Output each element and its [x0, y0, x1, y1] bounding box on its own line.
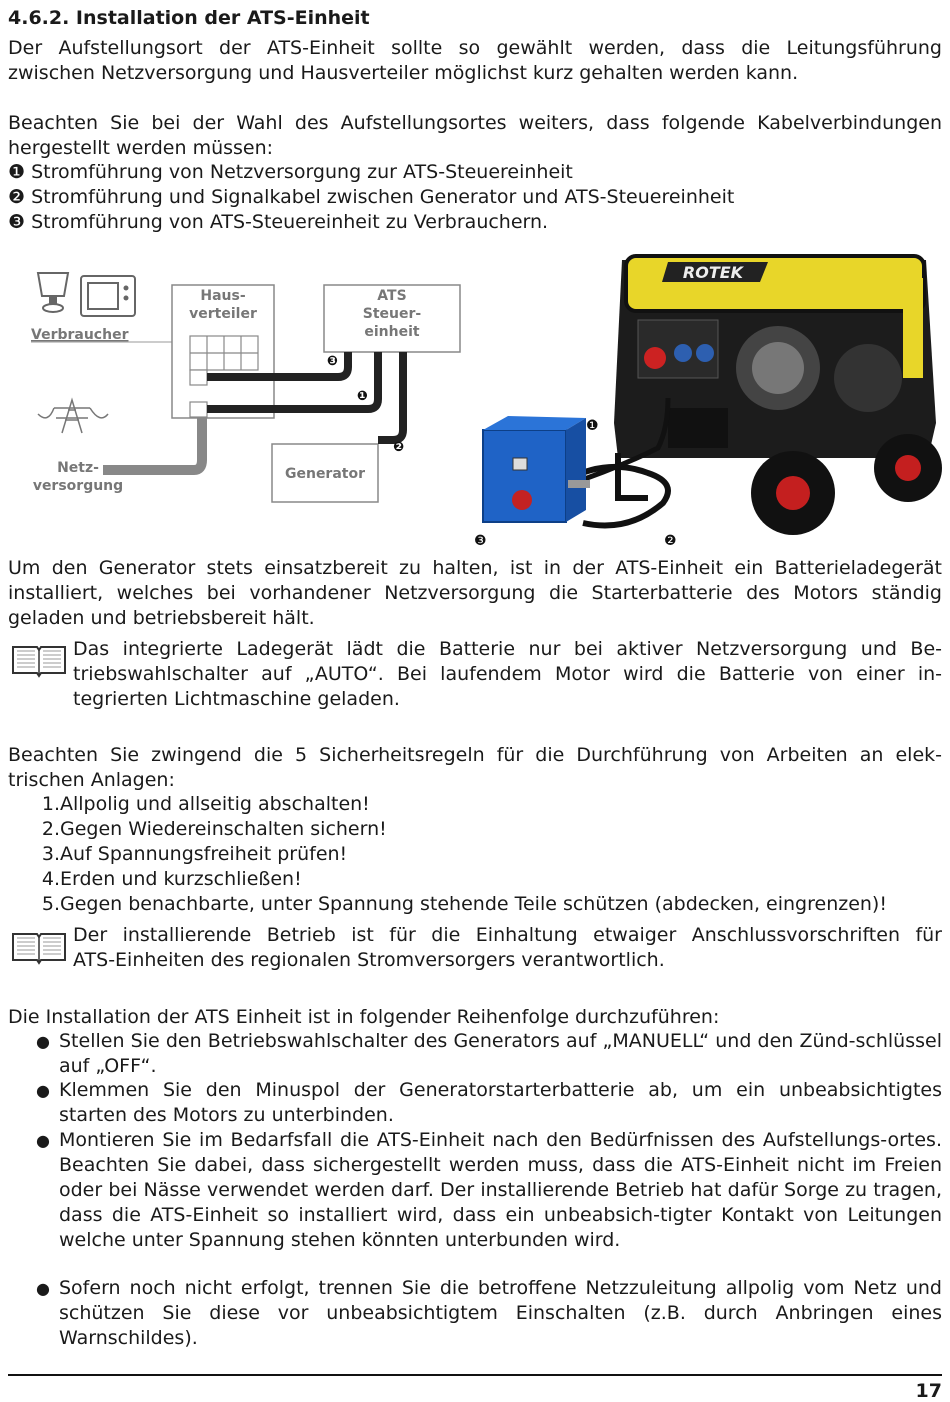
- cable-connection-item: [8, 160, 942, 185]
- step-text: Stellen Sie den Betriebswahlschalter des Generators auf „MANUELL“ und den Zünd-schlüssel auf „OFF“.: [59, 1030, 942, 1077]
- marker-2-icon: ❷: [8, 186, 26, 208]
- distributor-label: verteiler: [189, 306, 257, 322]
- rule-number: 1.: [41, 793, 60, 815]
- cable-connection-item: [8, 185, 942, 210]
- lamp-icon: [38, 273, 68, 312]
- marker-3-icon: ❸: [8, 211, 26, 233]
- rule-number: 5.: [41, 893, 60, 915]
- marker-2-icon: ❷: [393, 440, 405, 455]
- order-intro: Die Installation der ATS Einheit ist in folgender Reihenfolge durchzuführen:: [8, 1006, 720, 1028]
- charger-paragraph-line: geladen und betriebsbereit hält.: [8, 607, 315, 629]
- marker-1-icon: ❶: [357, 389, 369, 404]
- cable-connection-text: Stromführung von ATS-Steuereinheit zu Verbrauchern.: [31, 211, 549, 233]
- marker-3-icon: ❸: [474, 533, 487, 549]
- rules-paragraph-line: trischen Anlagen:: [8, 769, 175, 791]
- generator-label: Generator: [284, 466, 366, 482]
- rule-text: Allpolig und allseitig abschalten!: [60, 793, 370, 815]
- page-number: 17: [915, 1380, 942, 1402]
- note-line: Der installierende Betrieb ist für die Einhaltung etwaiger Anschlussvorschriften für: [73, 924, 942, 946]
- marker-3-icon: ❸: [327, 354, 339, 369]
- cables-paragraph-line: hergestellt werden müssen:: [8, 137, 274, 159]
- ats-unit-label: Steuer-: [362, 306, 422, 322]
- ats-unit-label: ATS: [377, 288, 407, 304]
- note-line: triebswahlschalter auf „AUTO“. Bei laufendem Motor wird die Batterie von einer in-: [73, 663, 942, 685]
- rule-text: Auf Spannungsfreiheit prüfen!: [60, 843, 348, 865]
- footer-divider: [8, 1374, 942, 1376]
- rule-number: 4.: [41, 868, 60, 890]
- rule-number: 3.: [41, 843, 60, 865]
- intro-paragraph-line: zwischen Netzversorgung und Hausverteiler möglichst kurz gehalten werden kann.: [8, 62, 799, 84]
- cable-connection-item: [8, 210, 942, 235]
- cables-paragraph-line: Beachten Sie bei der Wahl des Aufstellungsortes weiters, dass folgende Kabelverbindungen: [8, 112, 942, 134]
- charger-paragraph-line: Um den Generator stets einsatzbereit zu halten, ist in der ATS-Einheit ein Batterieladegerät: [8, 557, 942, 579]
- step-text: Klemmen Sie den Minuspol der Generatorstarterbatterie ab, um ein unbeabsichtigtes starten des Motors zu unterbinden.: [59, 1079, 942, 1126]
- rule-text: Gegen benachbarte, unter Spannung stehende Teile schützen (abdecken, eingrenzen)!: [60, 893, 887, 915]
- intro-paragraph-line: Der Aufstellungsort der ATS-Einheit sollte so gewählt werden, dass die Leitungsführung: [8, 37, 942, 59]
- step-text: Sofern noch nicht erfolgt, trennen Sie die betroffene Netzzuleitung allpolig vom Netz und schützen Sie diese vor unbeabsichtigtem Einschalten (z.B. durch Anbringen eines Warnschildes).: [59, 1277, 942, 1349]
- rule-number: 2.: [41, 818, 60, 840]
- marker-2-icon: ❷: [664, 533, 677, 549]
- brand-logo: ROTEK: [682, 263, 744, 282]
- book-icon: [10, 928, 68, 966]
- cable-connection-text: Stromführung von Netzversorgung zur ATS-Steuereinheit: [31, 161, 573, 183]
- grid-supply-label: Netz-: [57, 460, 99, 476]
- microwave-icon: [81, 276, 135, 316]
- power-pylon-icon: [38, 400, 108, 433]
- note-line: ATS-Einheiten des regionalen Stromversorgers verantwortlich.: [73, 949, 665, 971]
- section-heading: 4.6.2. Installation der ATS-Einheit: [8, 7, 370, 29]
- consumer-label: Verbraucher: [31, 327, 129, 343]
- generator-illustration: [614, 256, 942, 535]
- rules-paragraph-line: Beachten Sie zwingend die 5 Sicherheitsregeln für die Durchführung von Arbeiten an elek-: [8, 744, 942, 766]
- connection-diagram: [8, 248, 942, 553]
- marker-1-icon: ❶: [586, 418, 599, 434]
- step-text: Montieren Sie im Bedarfsfall die ATS-Einheit nach den Bedürfnissen des Aufstellungs-ortes. Beachten Sie dabei, dass sichergestellt werden muss, dass die ATS-Einheit nicht im Freien oder bei Nässe verwendet werden darf. Der installierende Betrieb hat dafür Sorge zu tragen, dass die ATS-Einheit so installiert wird, dass ein unbeabsich-tigter Kontakt von Leitungen welche unter Spannung stehen könnten unterbunden wird.: [59, 1129, 942, 1251]
- note-line: Das integrierte Ladegerät lädt die Batterie nur bei aktiver Netzversorgung und Be-: [73, 638, 942, 660]
- charger-paragraph-line: installiert, welches bei vorhandener Netzversorgung die Starterbatterie des Motors ständig: [8, 582, 942, 604]
- rule-text: Gegen Wiedereinschalten sichern!: [60, 818, 387, 840]
- note-line: tegrierten Lichtmaschine geladen.: [73, 688, 400, 710]
- operator-note: [73, 923, 942, 973]
- distributor-label: Haus-: [200, 288, 246, 304]
- ats-unit-label: einheit: [364, 324, 420, 340]
- rule-text: Erden und kurzschließen!: [60, 868, 302, 890]
- grid-supply-label: versorgung: [32, 478, 124, 494]
- marker-1-icon: ❶: [8, 161, 26, 183]
- cable-connection-text: Stromführung und Signalkabel zwischen Generator und ATS-Steuereinheit: [31, 186, 735, 208]
- book-icon: [10, 641, 68, 679]
- charger-note: [73, 637, 942, 712]
